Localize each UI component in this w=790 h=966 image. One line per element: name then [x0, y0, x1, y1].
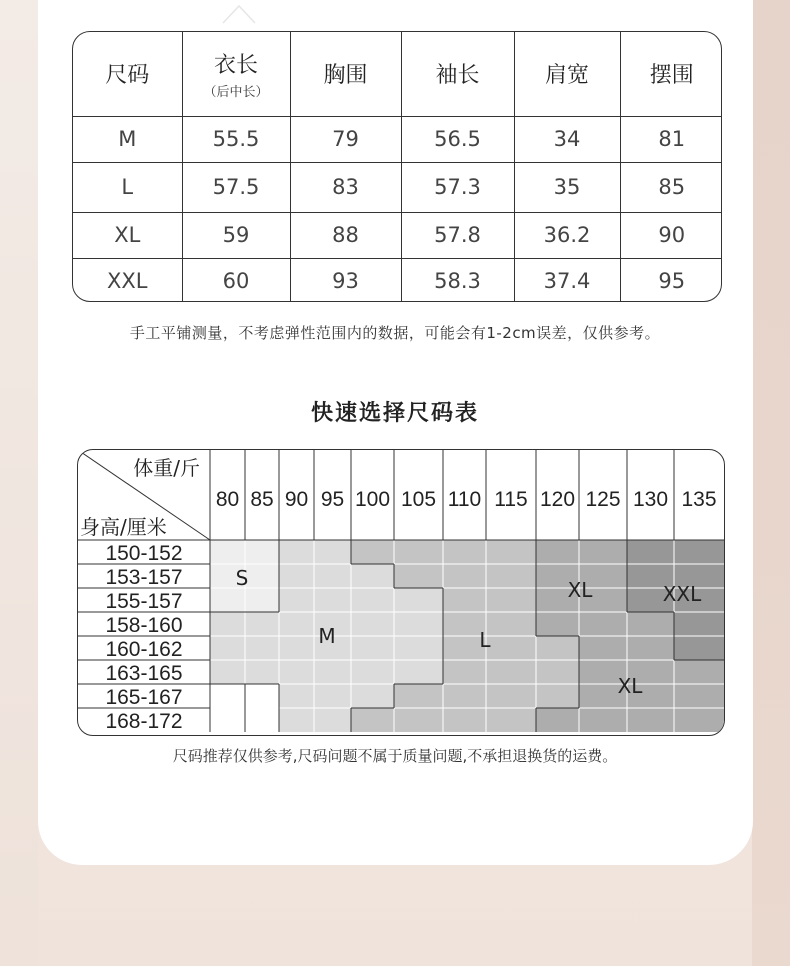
table-cell: 79 [290, 116, 401, 162]
table-cell: 93 [290, 258, 401, 302]
grid-cell [579, 540, 627, 564]
weight-tick-label: 130 [632, 488, 669, 511]
table-row [73, 212, 722, 258]
grid-cell [486, 708, 536, 732]
grid-cell [210, 684, 245, 708]
grid-cell [210, 708, 245, 732]
grid-cell [394, 708, 443, 732]
table-cell: 85 [620, 162, 722, 212]
weight-tick-label: 120 [539, 488, 576, 511]
grid-cell [245, 612, 279, 636]
grid-cell [351, 660, 394, 684]
grid-cell [351, 684, 394, 708]
height-tick-label: 163-165 [105, 662, 183, 685]
grid-cell [351, 540, 394, 564]
header-chest: 胸围 [290, 32, 401, 116]
grid-cell [443, 564, 486, 588]
measurement-note: 手工平铺测量，不考虑弹性范围内的数据，可能会有1-2cm误差，仅供参考。 [129, 324, 661, 342]
grid-cell [314, 540, 351, 564]
header-shoulder: 肩宽 [514, 32, 620, 116]
size-region-label: XL [567, 578, 593, 602]
grid-cell [674, 612, 724, 636]
grid-cell [443, 588, 486, 612]
grid-cell [536, 636, 579, 660]
height-tick-label: 158-160 [105, 614, 183, 637]
grid-cell [579, 612, 627, 636]
grid-cell [314, 588, 351, 612]
size-region-label: L [479, 628, 491, 652]
weight-tick-label: 80 [215, 488, 240, 511]
grid-cell [394, 684, 443, 708]
grid-cell [486, 540, 536, 564]
grid-cell [245, 588, 279, 612]
height-tick-label: 160-162 [105, 638, 183, 661]
grid-cell [351, 612, 394, 636]
grid-cell [351, 564, 394, 588]
size-region-label: XXL [662, 582, 702, 606]
table-row [73, 258, 722, 302]
weight-tick-label: 85 [250, 488, 274, 511]
table-cell: 95 [658, 268, 686, 293]
table-cell: L [73, 162, 182, 212]
weight-tick-label: 100 [354, 488, 391, 511]
grid-cell [210, 612, 245, 636]
hanger-icon [222, 0, 256, 24]
table-cell: 58.3 [401, 258, 514, 302]
grid-cell [486, 636, 536, 660]
table-cell: 37.4 [514, 258, 620, 302]
grid-cell [627, 612, 674, 636]
grid-cell [486, 588, 536, 612]
grid-cell [536, 540, 579, 564]
grid-cell [536, 612, 579, 636]
grid-cell [674, 540, 724, 564]
weight-tick-label: 135 [681, 488, 717, 511]
grid-cell [443, 708, 486, 732]
height-tick-label: 168-172 [105, 710, 183, 733]
size-table-header [73, 32, 722, 116]
grid-cell [245, 660, 279, 684]
grid-cell [486, 564, 536, 588]
table-cell: 56.5 [401, 116, 514, 162]
weight-tick-label: 110 [447, 488, 482, 511]
grid-cell [245, 708, 279, 732]
table-cell: XXL [73, 258, 182, 302]
table-cell: 60 [182, 258, 290, 302]
weight-tick-label: 95 [320, 488, 345, 511]
height-tick-label: 150-152 [105, 542, 183, 565]
grid-cell [627, 708, 674, 732]
table-cell: XL [73, 212, 182, 258]
weight-axis-label: 体重/斤 [133, 456, 200, 480]
table-cell: 34 [514, 116, 620, 162]
grid-cell [245, 636, 279, 660]
quick-select-svg [78, 450, 724, 735]
header-length-sub: （后中长） [203, 84, 269, 100]
grid-cell [245, 684, 279, 708]
grid-cell [579, 636, 627, 660]
table-cell: 81 [620, 116, 722, 162]
grid-cell [394, 612, 443, 636]
grid-cell [674, 708, 724, 732]
grid-cell [351, 588, 394, 612]
table-cell: 36.2 [514, 212, 620, 258]
size-region-label: S [235, 566, 249, 590]
grid-cell [314, 660, 351, 684]
quick-select-grid [77, 449, 725, 736]
grid-cell [536, 708, 579, 732]
grid-cell [674, 660, 724, 684]
grid-cell [279, 660, 314, 684]
grid-cell [443, 540, 486, 564]
grid-cell [210, 636, 245, 660]
quick-select-title: 快速选择尺码表 [310, 401, 479, 426]
grid-cell [279, 540, 314, 564]
grid-cell [674, 636, 724, 660]
grid-cell [579, 708, 627, 732]
grid-cell [314, 708, 351, 732]
grid-cell [674, 684, 724, 708]
table-cell: 55.5 [182, 116, 290, 162]
table-cell: 83 [290, 162, 401, 212]
grid-cell [279, 636, 314, 660]
grid-cell [279, 684, 314, 708]
header-sleeve: 袖长 [401, 32, 514, 116]
table-cell: 57.3 [401, 162, 514, 212]
grid-cell [279, 708, 314, 732]
height-tick-label: 165-167 [105, 686, 183, 709]
grid-cell [627, 540, 674, 564]
size-region-label: XL [617, 674, 643, 698]
weight-tick-label: 105 [400, 488, 437, 511]
size-region-label: M [318, 624, 336, 648]
grid-cell [394, 588, 443, 612]
grid-cell [443, 684, 486, 708]
grid-cell [443, 660, 486, 684]
table-row [73, 162, 722, 212]
background-left [0, 0, 38, 966]
header-hem: 摆围 [620, 32, 722, 116]
grid-cell [279, 588, 314, 612]
grid-cell [351, 708, 394, 732]
height-tick-label: 155-157 [105, 590, 183, 613]
disclaimer: 尺码推荐仅供参考,尺码问题不属于质量问题,不承担退换货的运费。 [172, 747, 618, 765]
grid-cell [245, 564, 279, 588]
background-right [752, 0, 790, 966]
grid-cell [210, 588, 245, 612]
grid-cell [536, 684, 579, 708]
table-cell: 35 [514, 162, 620, 212]
grid-cell [486, 612, 536, 636]
table-row [73, 116, 722, 162]
grid-cell [627, 636, 674, 660]
grid-cell [210, 660, 245, 684]
grid-cell [314, 684, 351, 708]
table-cell: 57.5 [182, 162, 290, 212]
grid-cell [279, 564, 314, 588]
grid-cell [279, 612, 314, 636]
table-cell: M [73, 116, 182, 162]
grid-cell [245, 540, 279, 564]
table-cell: 88 [290, 212, 401, 258]
size-table [72, 31, 722, 302]
weight-tick-label: 90 [284, 488, 309, 511]
height-axis-label: 身高/厘米 [80, 515, 167, 539]
grid-cell [536, 660, 579, 684]
weight-tick-label: 125 [585, 488, 621, 511]
grid-cell [394, 660, 443, 684]
header-size: 尺码 [73, 32, 182, 116]
table-cell: 59 [182, 212, 290, 258]
grid-cell [394, 564, 443, 588]
grid-cell [486, 684, 536, 708]
height-tick-label: 153-157 [105, 566, 183, 589]
grid-cell [394, 540, 443, 564]
grid-cell [210, 540, 245, 564]
grid-cell [394, 636, 443, 660]
grid-cell [351, 636, 394, 660]
header-length: 衣长 （后中长） [182, 32, 290, 116]
weight-tick-label: 115 [494, 488, 528, 511]
grid-cell [486, 660, 536, 684]
grid-cell [314, 564, 351, 588]
table-cell: 90 [620, 212, 722, 258]
table-cell: 57.8 [401, 212, 514, 258]
